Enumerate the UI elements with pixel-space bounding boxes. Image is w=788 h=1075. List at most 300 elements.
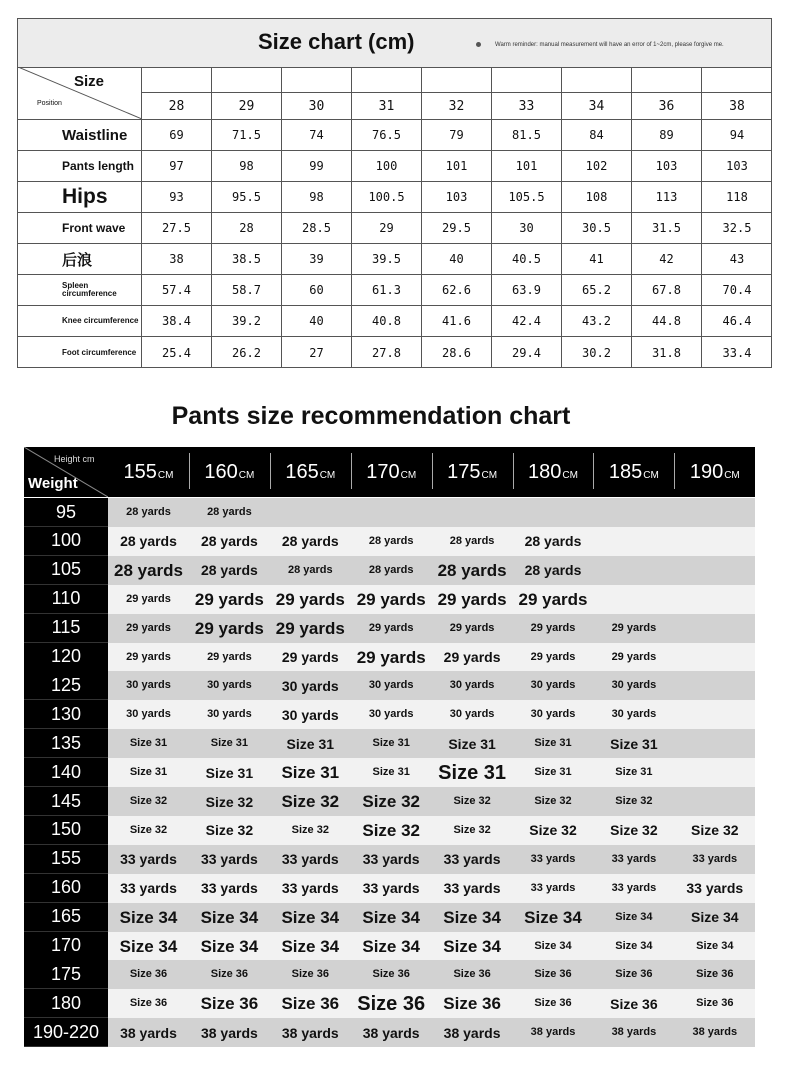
size-recommendation-cell: 29 yards — [126, 621, 171, 634]
size-chart-table — [17, 18, 772, 368]
measurement-label: 后浪 — [18, 244, 142, 274]
measurement-value: 63.9 — [492, 275, 562, 305]
measurement-row — [18, 120, 771, 151]
height-value: 170 — [366, 460, 400, 483]
size-recommendation-cell: 28 yards — [120, 533, 177, 550]
size-recommendation-cell: 28 yards — [368, 534, 414, 547]
weight-label: 130 — [24, 700, 108, 729]
column-separator — [189, 453, 190, 489]
measurement-value: 98 — [212, 151, 282, 181]
size-number: 29 — [238, 98, 255, 114]
weight-label: 150 — [24, 816, 108, 845]
weight-row — [24, 527, 755, 556]
size-recommendation-cell: 29 yards — [126, 650, 171, 663]
size-recommendation-cell: Size 36 — [200, 994, 259, 1014]
size-recommendation-cell: 33 yards — [281, 851, 339, 868]
measurement-value: 27.5 — [142, 213, 212, 243]
size-recommendation-cell: Size 34 — [443, 907, 501, 927]
size-recommendation-cell: 33 yards — [530, 852, 576, 865]
size-recommendation-cell: 33 yards — [611, 852, 657, 865]
size-recommendation-cell: Size 31 — [438, 761, 506, 784]
size-recommendation-cell: Size 34 — [362, 907, 421, 927]
measurement-value: 84 — [562, 120, 632, 150]
size-recommendation-cell: Size 32 — [281, 792, 340, 811]
size-recommendation-cell: 30 yards — [368, 679, 414, 692]
measurement-value: 32.5 — [722, 221, 752, 235]
size-recommendation-cell: Size 36 — [291, 968, 329, 981]
weight-label: 105 — [24, 556, 108, 585]
size-column-header — [562, 67, 632, 119]
size-recommendation-cell: 33 yards — [200, 851, 258, 868]
size-recommendation-cell: Size 32 — [691, 822, 739, 839]
measurement-label: Knee circumference — [18, 306, 142, 336]
size-recommendation-cell: 30 yards — [368, 708, 414, 721]
weight-row — [24, 787, 755, 816]
weight-row — [24, 729, 755, 758]
size-recommendation-cell: Size 31 — [534, 737, 572, 750]
measurement-value: 42 — [632, 244, 702, 274]
size-recommendation-cell: 30 yards — [126, 679, 171, 692]
weight-label: 170 — [24, 932, 108, 961]
size-recommendation-cell: 28 yards — [281, 533, 339, 550]
size-recommendation-cell: Size 31 — [281, 763, 340, 783]
measurement-value: 79 — [422, 120, 492, 150]
size-recommendation-cell: Size 32 — [205, 822, 254, 839]
size-recommendation-cell: 29 yards — [126, 592, 171, 605]
measurement-value: 89 — [632, 120, 702, 150]
weight-row — [24, 758, 755, 787]
size-recommendation-cell: 30 yards — [281, 677, 339, 694]
measurement-value: 118 — [726, 190, 748, 204]
size-recommendation-cell: 33 yards — [692, 852, 738, 865]
recommendation-chart-title: Pants size recommendation chart — [171, 402, 571, 430]
height-unit: CM — [724, 469, 740, 481]
measurement-value: 30 — [492, 213, 562, 243]
size-recommendation-cell: Size 31 — [286, 735, 335, 752]
height-column-header — [351, 447, 432, 497]
weight-row — [24, 585, 755, 614]
weight-row — [24, 874, 755, 903]
size-recommendation-cell: Size 36 — [696, 968, 734, 981]
size-recommendation-cell: Size 36 — [615, 968, 653, 981]
measurement-value: 33.4 — [722, 345, 752, 360]
measurement-value: 30.2 — [562, 337, 632, 368]
size-number: 28 — [168, 98, 185, 114]
size-recommendation-cell: Size 31 — [372, 737, 410, 750]
weight-label: 135 — [24, 729, 108, 758]
measurement-row — [18, 306, 771, 337]
size-recommendation-cell: 38 yards — [120, 1024, 177, 1041]
measurement-row — [18, 213, 771, 244]
height-value: 160 — [204, 460, 238, 483]
size-number: 38 — [729, 98, 745, 114]
weight-row — [24, 700, 755, 729]
measurement-value: 71.5 — [212, 120, 282, 150]
measurement-value: 39.2 — [212, 306, 282, 336]
size-chart-header-row — [18, 67, 771, 120]
weight-row — [24, 903, 755, 932]
bullet-icon — [476, 42, 481, 47]
corner-weight-label: Weight — [28, 475, 78, 492]
size-recommendation-cell: Size 31 — [615, 766, 653, 779]
size-recommendation-cell: Size 32 — [129, 823, 168, 836]
size-recommendation-cell: 29 yards — [611, 650, 657, 663]
measurement-label: Waistline — [18, 120, 142, 150]
size-recommendation-cell: Size 36 — [281, 994, 340, 1014]
recommendation-corner — [24, 447, 108, 497]
weight-label: 155 — [24, 845, 108, 874]
size-recommendation-cell: Size 36 — [210, 968, 249, 981]
measurement-value: 43.2 — [562, 306, 632, 336]
size-recommendation-cell: 28 yards — [368, 563, 414, 576]
size-recommendation-cell: Size 36 — [610, 995, 658, 1012]
size-recommendation-cell: 30 yards — [281, 706, 339, 723]
size-recommendation-cell: Size 31 — [205, 764, 254, 781]
corner-height-label: Height cm — [54, 454, 95, 464]
height-unit: CM — [562, 469, 578, 481]
height-column-header — [432, 447, 513, 497]
measurement-value: 74 — [282, 120, 352, 150]
measurement-value: 41 — [562, 244, 632, 274]
weight-label: 160 — [24, 874, 108, 903]
measurement-value: 93 — [142, 182, 212, 212]
size-recommendation-cell: 28 yards — [207, 506, 252, 518]
size-recommendation-cell: 38 yards — [200, 1024, 258, 1041]
size-chart-title: Size chart (cm) — [258, 29, 415, 54]
size-recommendation-cell: 38 yards — [530, 1026, 576, 1039]
size-recommendation-cell: 28 yards — [200, 562, 258, 579]
weight-label: 120 — [24, 643, 108, 672]
size-recommendation-cell: Size 31 — [610, 735, 658, 752]
weight-row — [24, 1018, 755, 1047]
size-recommendation-cell: Size 34 — [281, 936, 340, 956]
column-separator — [351, 453, 352, 489]
column-separator — [674, 453, 675, 489]
size-recommendation-cell: 29 yards — [207, 650, 252, 663]
size-chart-title-bar — [18, 19, 771, 68]
measurement-value: 31.5 — [632, 213, 702, 243]
weight-label: 115 — [24, 614, 108, 643]
weight-label: 175 — [24, 960, 108, 989]
size-recommendation-cell: 30 yards — [449, 679, 495, 692]
height-value: 190 — [689, 460, 724, 483]
size-recommendation-cell: 33 yards — [443, 880, 501, 897]
size-recommendation-cell: 33 yards — [686, 880, 744, 897]
measurement-value: 103 — [632, 151, 702, 181]
measurement-value: 100 — [352, 151, 422, 181]
size-column-header — [352, 67, 422, 119]
size-recommendation-cell: Size 34 — [524, 907, 582, 927]
measurement-value: 65.2 — [562, 275, 632, 305]
height-unit: CM — [319, 469, 336, 481]
height-unit: CM — [643, 469, 659, 481]
measurement-warning-text: Warm reminder: manual measurement will have an error of 1~2cm, please forgive me. — [495, 42, 724, 49]
size-recommendation-cell: 38 yards — [611, 1026, 657, 1039]
measurement-value: 30.5 — [562, 213, 632, 243]
measurement-value: 26.2 — [212, 337, 282, 368]
size-recommendation-cell: Size 36 — [534, 997, 572, 1010]
measurement-warning — [476, 42, 724, 48]
weight-row — [24, 845, 755, 874]
measurement-value: 46.4 — [722, 314, 752, 328]
weight-label: 145 — [24, 787, 108, 816]
measurement-value: 28.5 — [282, 213, 352, 243]
blank-header-cell — [352, 67, 421, 93]
size-recommendation-cell: Size 36 — [443, 994, 501, 1014]
size-recommendation-cell: 28 yards — [114, 560, 183, 580]
size-recommendation-cell: Size 36 — [453, 968, 491, 981]
measurement-row — [18, 275, 771, 306]
measurement-value: 40 — [422, 244, 492, 274]
measurement-value: 76.5 — [352, 120, 422, 150]
column-separator — [513, 453, 514, 489]
size-recommendation-cell: 33 yards — [530, 881, 576, 894]
size-recommendation-cell: 29 yards — [449, 621, 495, 634]
measurement-value: 95.5 — [212, 182, 282, 212]
size-recommendation-cell: Size 32 — [534, 795, 572, 807]
size-number: 32 — [448, 98, 465, 114]
size-recommendation-cell: Size 34 — [615, 939, 653, 952]
weight-label: 165 — [24, 903, 108, 932]
measurement-value: 38.5 — [212, 244, 282, 274]
size-recommendation-cell: 28 yards — [287, 563, 333, 576]
height-unit: CM — [238, 469, 255, 481]
blank-header-cell — [702, 67, 772, 93]
height-column-header — [189, 447, 270, 497]
height-column-header — [674, 447, 755, 497]
blank-header-cell — [142, 67, 211, 93]
column-separator — [270, 453, 271, 489]
size-recommendation-cell: 33 yards — [362, 880, 420, 897]
measurement-value: 103 — [422, 182, 492, 212]
size-recommendation-cell: 29 yards — [443, 649, 501, 665]
measurement-value: 113 — [632, 182, 702, 212]
blank-header-cell — [212, 67, 281, 93]
weight-label: 125 — [24, 671, 108, 700]
measurement-value: 43 — [729, 252, 745, 266]
size-recommendation-cell: 28 yards — [437, 560, 507, 580]
measurement-value: 31.8 — [632, 337, 702, 368]
measurement-value: 101 — [492, 151, 562, 181]
height-column-header — [270, 447, 351, 497]
size-recommendation-cell: Size 32 — [615, 795, 653, 807]
measurement-label: Pants length — [18, 151, 142, 181]
size-recommendation-cell: 29 yards — [275, 618, 345, 638]
measurement-label: Front wave — [18, 213, 142, 243]
measurement-value: 62.6 — [422, 275, 492, 305]
size-recommendation-cell: Size 32 — [453, 823, 491, 836]
size-recommendation-cell: Size 36 — [129, 968, 168, 981]
measurement-value: 27 — [282, 337, 352, 368]
size-recommendation-cell: 30 yards — [207, 708, 252, 721]
measurement-value: 40 — [282, 306, 352, 336]
size-recommendation-cell: 29 yards — [611, 621, 657, 634]
size-number: 36 — [658, 98, 675, 114]
size-recommendation-cell: Size 34 — [534, 939, 572, 952]
measurement-value: 98 — [282, 182, 352, 212]
height-value: 175 — [447, 460, 481, 483]
measurement-value: 27.8 — [352, 337, 422, 368]
corner-position-label: Position — [37, 100, 62, 107]
size-recommendation-cell: 29 yards — [275, 589, 345, 609]
size-recommendation-cell: 30 yards — [530, 679, 576, 692]
size-column-header — [282, 67, 352, 119]
weight-label: 110 — [24, 585, 108, 614]
measurement-value: 81.5 — [492, 120, 562, 150]
size-recommendation-cell: Size 31 — [129, 766, 168, 779]
height-unit: CM — [481, 469, 498, 481]
measurement-label: Spleen circumference — [18, 275, 142, 305]
weight-row — [24, 671, 755, 700]
size-recommendation-cell: 29 yards — [437, 589, 507, 609]
measurement-value: 97 — [142, 151, 212, 181]
size-recommendation-cell: 38 yards — [443, 1024, 501, 1041]
size-number: 30 — [308, 98, 325, 114]
size-recommendation-cell: Size 34 — [443, 936, 501, 956]
size-recommendation-cell: Size 32 — [362, 792, 421, 811]
measurement-value: 99 — [282, 151, 352, 181]
blank-header-cell — [422, 67, 491, 93]
size-recommendation-cell: Size 34 — [696, 939, 734, 952]
size-recommendation-cell: 29 yards — [530, 650, 576, 663]
weight-row — [24, 498, 755, 527]
weight-row — [24, 643, 755, 672]
measurement-value: 67.8 — [632, 275, 702, 305]
size-recommendation-cell: 33 yards — [200, 880, 258, 897]
size-column-header — [212, 67, 282, 119]
size-recommendation-cell: Size 34 — [119, 936, 178, 956]
size-recommendation-cell: 30 yards — [126, 708, 171, 721]
size-column-header — [142, 67, 212, 119]
measurement-value: 108 — [562, 182, 632, 212]
size-recommendation-cell: 29 yards — [194, 589, 264, 609]
size-recommendation-cell: 33 yards — [281, 880, 339, 897]
size-recommendation-cell: 29 yards — [356, 647, 426, 667]
size-recommendation-cell: Size 31 — [129, 737, 168, 750]
size-recommendation-cell: Size 32 — [529, 822, 577, 839]
height-value: 185 — [608, 460, 643, 483]
size-recommendation-cell: Size 34 — [362, 936, 421, 956]
size-recommendation-cell: 29 yards — [368, 621, 414, 634]
weight-row — [24, 556, 755, 585]
size-recommendation-cell: 38 yards — [362, 1024, 420, 1041]
height-unit: CM — [400, 469, 417, 481]
measurement-value: 28 — [212, 213, 282, 243]
size-recommendation-cell: 38 yards — [692, 1026, 738, 1039]
height-column-header — [108, 447, 189, 497]
measurement-value: 39 — [282, 244, 352, 274]
measurement-value: 28.6 — [422, 337, 492, 368]
measurement-value: 42.4 — [492, 306, 562, 336]
blank-header-cell — [282, 67, 351, 93]
size-recommendation-cell: Size 34 — [119, 907, 178, 927]
size-recommendation-cell: 29 yards — [281, 649, 339, 665]
height-unit: CM — [157, 469, 174, 481]
measurement-value: 41.6 — [422, 306, 492, 336]
size-recommendation-cell: 29 yards — [194, 618, 264, 638]
weight-label: 100 — [24, 527, 108, 556]
corner-size-label: Size — [74, 73, 105, 90]
size-recommendation-cell: 28 yards — [524, 533, 582, 550]
weight-row — [24, 960, 755, 989]
size-recommendation-cell: Size 31 — [372, 766, 410, 779]
size-recommendation-cell: 38 yards — [281, 1024, 339, 1041]
size-recommendation-cell: Size 32 — [453, 795, 491, 807]
height-column-header — [593, 447, 674, 497]
size-recommendation-cell: 29 yards — [530, 621, 576, 634]
size-recommendation-cell: 30 yards — [530, 708, 576, 721]
size-chart-corner — [18, 67, 142, 119]
measurement-value: 39.5 — [352, 244, 422, 274]
measurement-value: 94 — [729, 128, 745, 142]
size-recommendation-cell: 28 yards — [449, 534, 495, 547]
measurement-value: 38 — [142, 244, 212, 274]
measurement-value: 29 — [352, 213, 422, 243]
measurement-row — [18, 244, 771, 275]
size-recommendation-cell: Size 31 — [448, 735, 496, 752]
size-column-header — [702, 67, 772, 119]
measurement-value: 29.5 — [422, 213, 492, 243]
size-recommendation-cell: Size 32 — [129, 795, 168, 807]
measurement-row — [18, 182, 771, 213]
measurement-value: 40.8 — [352, 306, 422, 336]
measurement-value: 102 — [562, 151, 632, 181]
measurement-value: 69 — [142, 120, 212, 150]
size-column-header — [632, 67, 702, 119]
measurement-value: 44.8 — [632, 306, 702, 336]
weight-label: 180 — [24, 989, 108, 1018]
size-recommendation-cell: 33 yards — [443, 851, 501, 868]
measurement-value: 38.4 — [142, 306, 212, 336]
size-recommendation-cell: Size 32 — [205, 793, 254, 810]
measurement-value: 25.4 — [142, 337, 212, 368]
weight-label: 190-220 — [24, 1018, 108, 1047]
measurement-value: 40.5 — [492, 244, 562, 274]
size-recommendation-cell: 33 yards — [611, 881, 657, 894]
measurement-value: 57.4 — [142, 275, 212, 305]
column-separator — [432, 453, 433, 489]
weight-row — [24, 989, 755, 1018]
column-separator — [593, 453, 594, 489]
size-recommendation-cell: Size 36 — [372, 968, 410, 981]
size-recommendation-cell: 28 yards — [126, 506, 171, 518]
size-recommendation-cell: Size 31 — [534, 766, 572, 779]
size-number: 33 — [518, 98, 535, 114]
measurement-value: 29.4 — [492, 337, 562, 368]
measurement-row — [18, 151, 771, 182]
size-recommendation-cell: Size 32 — [362, 820, 421, 840]
size-recommendation-cell: Size 32 — [610, 822, 658, 839]
size-recommendation-cell: 30 yards — [207, 679, 252, 692]
size-column-header — [422, 67, 492, 119]
measurement-label: Hips — [18, 182, 142, 212]
height-column-header — [513, 447, 594, 497]
measurement-value: 70.4 — [722, 283, 752, 297]
size-recommendation-cell: Size 34 — [615, 910, 653, 923]
measurement-value: 101 — [422, 151, 492, 181]
size-recommendation-cell: 33 yards — [120, 880, 177, 897]
measurement-value: 100.5 — [352, 182, 422, 212]
blank-header-cell — [632, 67, 701, 93]
size-recommendation-cell: Size 36 — [696, 997, 734, 1010]
weight-label: 140 — [24, 758, 108, 787]
recommendation-chart — [24, 447, 755, 1047]
weight-row — [24, 614, 755, 643]
height-value: 155 — [123, 460, 157, 483]
weight-row — [24, 816, 755, 845]
size-recommendation-cell: 30 yards — [449, 708, 495, 721]
measurement-value: 60 — [282, 275, 352, 305]
